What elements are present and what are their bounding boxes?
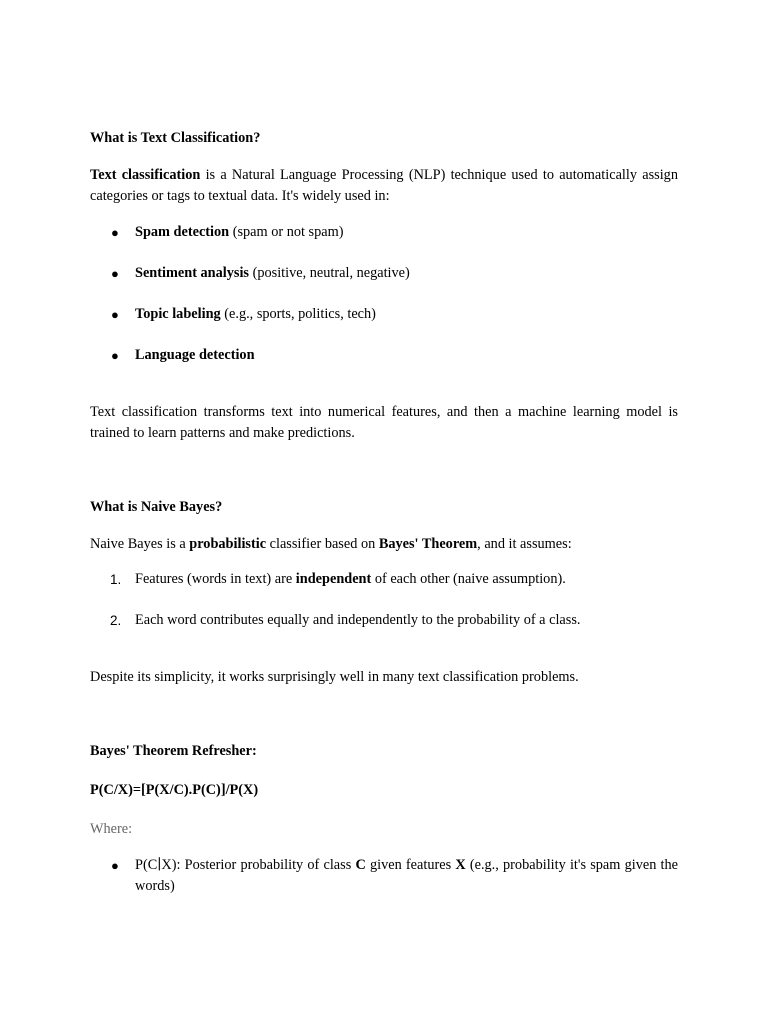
label-where: Where: — [90, 821, 133, 837]
bullet-icon: ● — [111, 348, 119, 363]
symbol-c: C — [355, 857, 366, 873]
list-item-detail: (e.g., probability it's spam given the words) — [135, 857, 678, 894]
formula-bayes-theorem: P(C/X)=[P(X/C).P(C)]/P(X) — [90, 782, 259, 798]
paragraph-naive-bayes-summary: Despite its simplicity, it works surprisingly well in many text classification problems. — [90, 669, 579, 685]
term-text-classification: Text classification — [90, 167, 201, 183]
paragraph-naive-bayes-intro — [90, 534, 678, 555]
list-item-detail: (spam or not spam) — [229, 224, 344, 240]
list-number: 1. — [110, 572, 122, 587]
list-item-detail: of each other (naive assumption). — [371, 571, 566, 587]
bullet-icon: ● — [111, 225, 119, 240]
list-item-detail: Features (words in text) are — [135, 571, 296, 587]
heading-text-classification: What is Text Classification? — [90, 130, 261, 146]
list-item-text — [135, 304, 678, 325]
bullet-icon: ● — [111, 858, 119, 873]
paragraph-text-classification-intro — [90, 165, 678, 207]
heading-bayes-theorem-refresher: Bayes' Theorem Refresher: — [90, 743, 257, 759]
bullet-icon: ● — [111, 266, 119, 281]
list-item-detail: (positive, neutral, negative) — [249, 265, 410, 281]
term-bayes-theorem: Bayes' Theorem — [378, 536, 478, 552]
list-item-detail: given features — [365, 857, 456, 873]
list-item-term: Spam detection — [135, 224, 230, 240]
intro-rest: is a Natural Language Processing (NLP) technique used to automatically assign categories or tags to textual data. It's widely used in: — [90, 167, 678, 204]
list-item-text — [135, 345, 678, 366]
heading-naive-bayes: What is Naive Bayes? — [90, 499, 223, 515]
list-item-text — [135, 610, 678, 631]
list-item-term: Language detection — [135, 347, 255, 363]
list-item-detail: (e.g., sports, politics, tech) — [220, 306, 376, 322]
term-independent: independent — [295, 571, 372, 587]
paragraph-text-classification-summary: Text classification transforms text into numerical features, and then a machine learning model is trained to learn patterns and make predictions. — [90, 404, 678, 441]
list-item-text — [135, 222, 678, 243]
list-item-term: Topic labeling — [135, 306, 221, 322]
bullet-icon: ● — [111, 307, 119, 322]
intro-text: classifier based on — [266, 536, 379, 552]
intro-text: , and it assumes: — [477, 536, 572, 552]
list-item-detail: Each word contributes equally and independently to the probability of a class. — [135, 612, 581, 628]
symbol-x: X — [455, 857, 466, 873]
document-page — [90, 0, 678, 1024]
term-probabilistic: probabilistic — [189, 536, 267, 552]
list-item-detail: P(C∣X): Posterior probability of class — [135, 857, 356, 873]
list-item-text — [135, 569, 678, 590]
intro-text: Naive Bayes is a — [90, 536, 190, 552]
list-item-term: Sentiment analysis — [135, 265, 249, 281]
list-item-text — [135, 263, 678, 284]
list-item-text — [135, 855, 678, 897]
list-number: 2. — [110, 613, 122, 628]
